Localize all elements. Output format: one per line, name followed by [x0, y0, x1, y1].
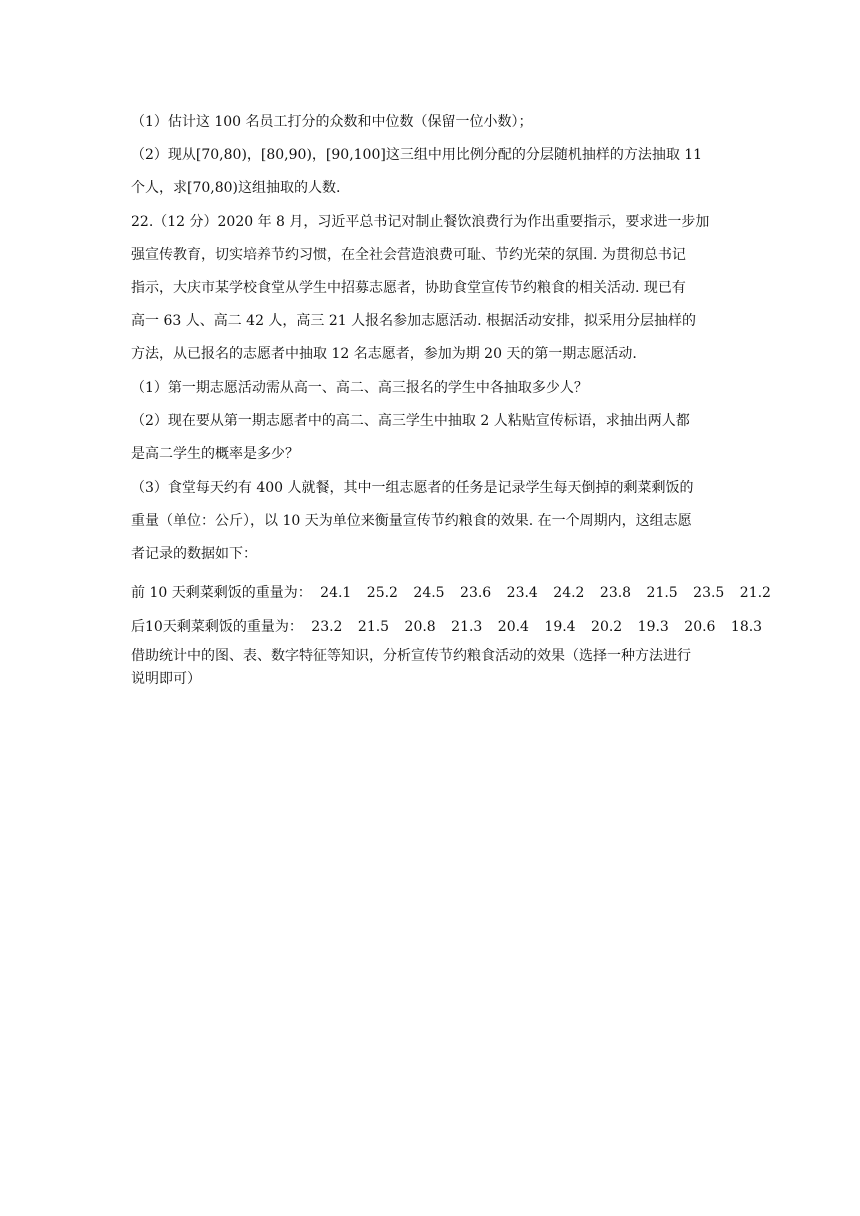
last10-value: 20.4 [497, 619, 529, 635]
last10-value: 20.2 [591, 619, 623, 635]
last10-value: 21.5 [357, 619, 390, 635]
q22-part3-line3: 者记录的数据如下： [131, 546, 257, 562]
first10-value: 21.2 [739, 585, 771, 601]
first10-value: 24.2 [553, 585, 585, 601]
q22-intro-line3: 指示，大庆市某学校食堂从学生中招募志愿者，协助食堂宣传节约粮食的相关活动. 现已有 [131, 280, 686, 296]
first10-value: 23.6 [460, 585, 492, 601]
first10-value: 23.5 [693, 585, 725, 601]
last10-value: 19.4 [544, 619, 576, 635]
first10-value: 21.5 [646, 585, 678, 601]
q22-part1: （1）第一期志愿活动需从高一、高二、高三报名的学生中各抽取多少人？ [131, 380, 588, 396]
first10-value: 23.4 [506, 585, 538, 601]
q22-conclusion-line2: 说明即可） [131, 671, 201, 687]
first10-value: 24.1 [320, 585, 352, 601]
last10-label: 后10天剩菜剩饭的重量为： [131, 619, 303, 635]
q22-part3-line1: （3）食堂每天约有 400 人就餐，其中一组志愿者的任务是记录学生每天倒掉的剩菜剩饭的 [131, 480, 694, 496]
q22-intro-line5: 方法，从已报名的志愿者中抽取 12 名志愿者，参加为期 20 天的第一期志愿活动. [131, 346, 637, 362]
q21-part2-line2: 个人，求[70,80)这组抽取的人数. [131, 180, 341, 196]
first10-label: 前 10 天剩菜剩饭的重量为： [131, 585, 312, 601]
last10-data-row [131, 617, 773, 637]
last10-value: 20.8 [404, 619, 436, 635]
last10-value: 19.3 [637, 619, 669, 635]
first10-data-row [131, 583, 782, 603]
q22-part2-line1: （2）现在要从第一期志愿者中的高二、高三学生中抽取 2 人粘贴宣传标语，求抽出两人都 [131, 413, 690, 429]
q21-part2-line1: （2）现从[70,80)，[80,90)，[90,100]这三组中用比例分配的分层随机抽样的方法抽取 11 [131, 147, 703, 163]
last10-value: 23.2 [311, 619, 343, 635]
last10-value: 21.3 [451, 619, 483, 635]
last10-value: 20.6 [684, 619, 716, 635]
q22-part2-line2: 是高二学生的概率是多少？ [131, 446, 299, 462]
q22-part3-line2: 重量（单位：公斤），以 10 天为单位来衡量宣传节约粮食的效果. 在一个周期内，这组志愿 [131, 513, 692, 529]
q21-part1: （1）估计这 100 名员工打分的众数和中位数（保留一位小数）； [131, 114, 533, 130]
first10-value: 24.5 [413, 585, 445, 601]
first10-value: 23.8 [599, 585, 632, 601]
q22-intro-line2: 强宣传教育，切实培养节约习惯，在全社会营造浪费可耻、节约光荣的氛围. 为贯彻总书记 [131, 247, 686, 263]
q22-intro-line1: 22.（12 分）2020 年 8 月，习近平总书记对制止餐饮浪费行为作出重要指示，要求进一步加 [131, 214, 710, 230]
q22-intro-line4: 高一 63 人、高二 42 人，高三 21 人报名参加志愿活动. 根据活动安排，拟采用分层抽样的 [131, 313, 697, 329]
last10-value: 18.3 [730, 619, 763, 635]
q22-conclusion-line1: 借助统计中的图、表、数字特征等知识，分析宣传节约粮食活动的效果（选择一种方法进行 [131, 648, 691, 664]
first10-value: 25.2 [366, 585, 398, 601]
